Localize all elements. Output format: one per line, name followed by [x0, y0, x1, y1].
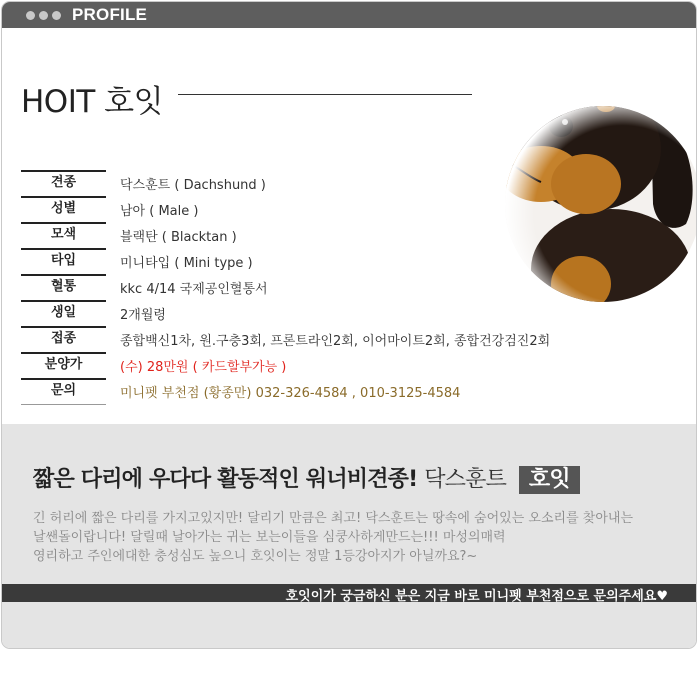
price-value: (수) 28만원 ( 카드할부가능 ) [120, 360, 287, 375]
contact-strip-text: 호잇이가 궁금하신 분은 지금 바로 미니펫 부천점으로 문의주세요♥ [285, 589, 668, 604]
promo-line: 날쌘돌이랍니다! 달릴때 날아가는 귀는 보는이들을 심쿵사하게만드는!!! 마성의매력 [33, 530, 506, 545]
detail-label: 혈통 [21, 274, 106, 301]
detail-value: 2개월령 [120, 308, 166, 323]
detail-value: 블랙탄 ( Blacktan ) [120, 230, 237, 245]
detail-row-vaccination [21, 326, 621, 352]
detail-label: 견종 [21, 170, 106, 197]
contact-value: 미니펫 부천점 (황종만) 032-326-4584 , 010-3125-4584 [120, 386, 461, 401]
detail-row-coat-color [21, 222, 621, 248]
promo-breed: 닥스훈트 [424, 467, 507, 492]
detail-row-contact [21, 378, 621, 404]
promo-headline-text: 짧은 다리에 우다다 활동적인 워너비견종! [33, 467, 418, 492]
detail-row-birthday [21, 300, 621, 326]
detail-value: 미니타입 ( Mini type ) [120, 256, 253, 271]
detail-label: 접종 [21, 326, 106, 353]
detail-label: 생일 [21, 300, 106, 327]
detail-row-price [21, 352, 621, 378]
promo-description [33, 509, 633, 566]
detail-row-pedigree [21, 274, 621, 300]
detail-row-type [21, 248, 621, 274]
detail-value: 종합백신1차, 원.구충3회, 프론트라인2회, 이어마이트2회, 종합건강검진2회 [120, 334, 551, 349]
dog-name: HOIT 호잇 [21, 84, 164, 120]
detail-label: 문의 [21, 378, 106, 405]
promo-headline [33, 462, 580, 494]
promo-line: 긴 허리에 짧은 다리를 가지고있지만! 달리기 만큼은 최고! 닥스훈트는 땅속에 숨어있는 오소리를 찾아내는 [33, 511, 634, 526]
name-divider [178, 94, 472, 95]
detail-label: 분양가 [21, 352, 106, 379]
detail-row-breed [21, 170, 621, 196]
contact-strip [2, 584, 696, 602]
promo-name-tag: 호잇 [519, 466, 580, 494]
header-title: PROFILE [72, 5, 148, 24]
detail-label: 타입 [21, 248, 106, 275]
detail-value: 닥스훈트 ( Dachshund ) [120, 178, 266, 193]
promo-section [2, 424, 696, 648]
detail-label: 모색 [21, 222, 106, 249]
detail-value: kkc 4/14 국제공인혈통서 [120, 282, 268, 297]
three-dots-icon [26, 11, 61, 20]
profile-card [1, 1, 697, 649]
promo-line: 영리하고 주인에대한 충성심도 높으니 호잇이는 정말 1등강아지가 아닐까요?~ [33, 549, 478, 564]
detail-row-sex [21, 196, 621, 222]
detail-value: 남아 ( Male ) [120, 204, 199, 219]
detail-label: 성별 [21, 196, 106, 223]
profile-header-bar [2, 2, 696, 28]
